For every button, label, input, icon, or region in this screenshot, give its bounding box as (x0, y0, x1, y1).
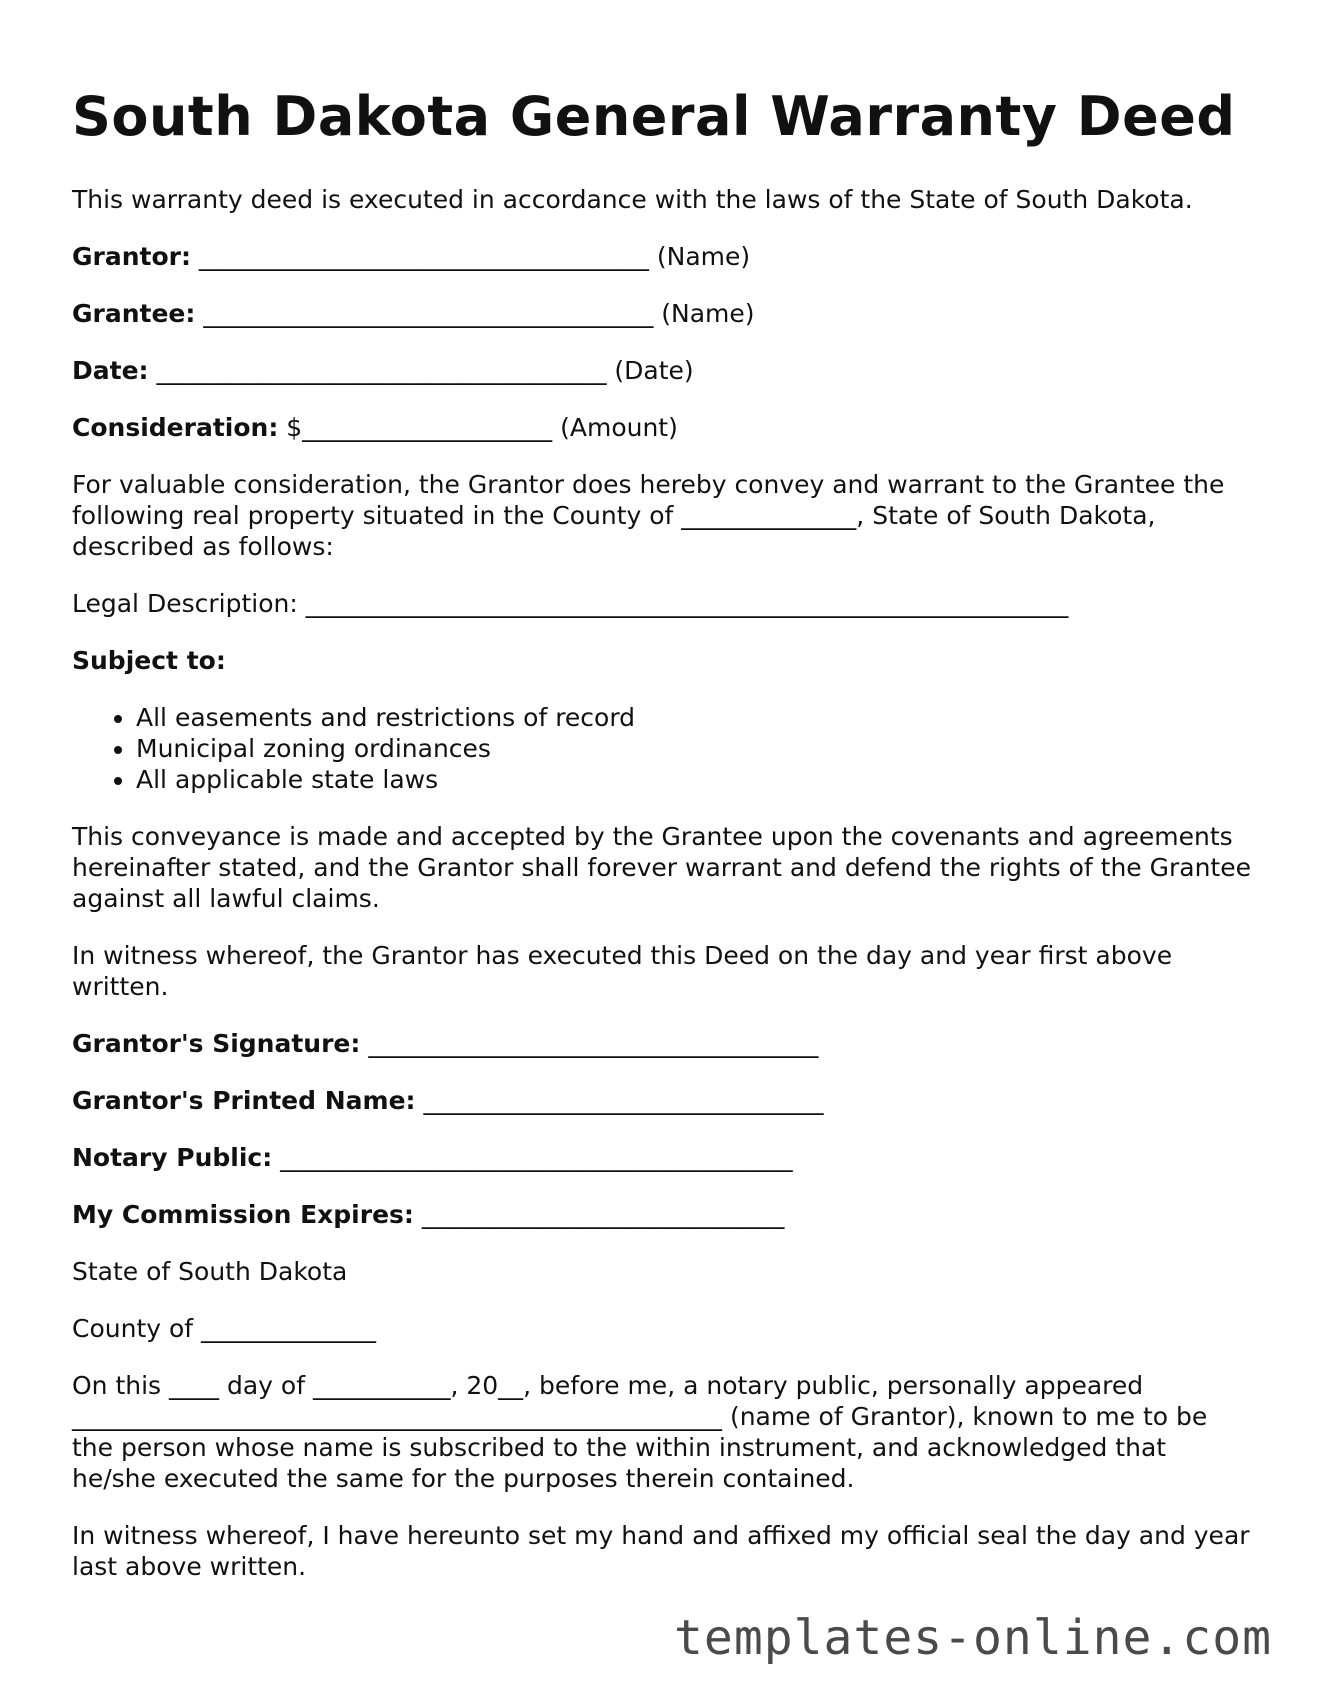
list-item: • All easements and restrictions of record (136, 702, 1252, 733)
grantor-signature-blank: ____________________________________ (360, 1029, 819, 1059)
consideration-field (72, 412, 1252, 443)
page-title: South Dakota General Warranty Deed (72, 85, 1236, 148)
grantee-field (72, 298, 1252, 329)
grantor-signature-label: Grantor's Signature: (72, 1029, 361, 1059)
commission-expires-field (72, 1199, 1252, 1230)
grantor-label: Grantor: (72, 242, 191, 272)
consideration-label: Consideration: (72, 413, 279, 443)
notary-public-label: Notary Public: (72, 1143, 273, 1173)
list-item: • Municipal zoning ordinances (136, 733, 1252, 764)
grantee-label: Grantee: (72, 299, 196, 329)
watermark-text: templates-online.com (674, 1610, 1272, 1666)
document-page (72, 86, 1252, 1608)
list-item: • All applicable state laws (136, 764, 1252, 795)
date-label: Date: (72, 356, 149, 386)
subject-to-heading: Subject to: (72, 646, 226, 676)
consideration-blank: $____________________ (Amount) (278, 413, 678, 443)
witness-grantor-paragraph: In witness whereof, the Grantor has executed this Deed on the day and year first above written. (72, 941, 1173, 1002)
notary-public-field (72, 1142, 1252, 1173)
grantor-printed-name-label: Grantor's Printed Name: (72, 1086, 416, 1116)
notary-county: County of ______________ (72, 1314, 377, 1344)
commission-expires-label: My Commission Expires: (72, 1200, 414, 1230)
covenant-paragraph: This conveyance is made and accepted by the Grantee upon the covenants and agreements hereinafter stated, and the Grantor shall forever warrant and defend the rights of the Grantee against all lawful claims. (72, 822, 1251, 914)
date-field (72, 355, 1252, 386)
notary-witness: In witness whereof, I have hereunto set my hand and affixed my official seal the day and year last above written. (72, 1521, 1250, 1582)
notary-acknowledgment: On this ____ day of ___________, 20__, before me, a notary public, personally appeared ____________________________________________________ (name of Grantor), known to me to be the person whose name is subscribed to the within instrument, and acknowledged that he/she executed the same for the purposes therein contained. (72, 1371, 1208, 1494)
date-blank: ____________________________________ (Date) (148, 356, 694, 386)
legal-description: Legal Description: _____________________________________________________________ (72, 589, 1069, 619)
grantor-field (72, 241, 1252, 272)
subject-to-list (72, 702, 1252, 795)
notary-public-blank: _________________________________________ (272, 1143, 793, 1173)
conveyance-paragraph: For valuable consideration, the Grantor does hereby convey and warrant to the Grantee the following real property situated in the County of ______________, State of South Dakota, described as follows: (72, 470, 1225, 562)
grantor-blank: ____________________________________ (Name) (190, 242, 751, 272)
notary-state: State of South Dakota (72, 1257, 348, 1287)
grantee-blank: ____________________________________ (Name) (195, 299, 755, 329)
commission-expires-blank: _____________________________ (413, 1200, 785, 1230)
intro-paragraph: This warranty deed is executed in accordance with the laws of the State of South Dakota. (72, 185, 1193, 215)
grantor-signature-field (72, 1028, 1252, 1059)
grantor-printed-name-blank: ________________________________ (415, 1086, 824, 1116)
grantor-printed-name-field (72, 1085, 1252, 1116)
